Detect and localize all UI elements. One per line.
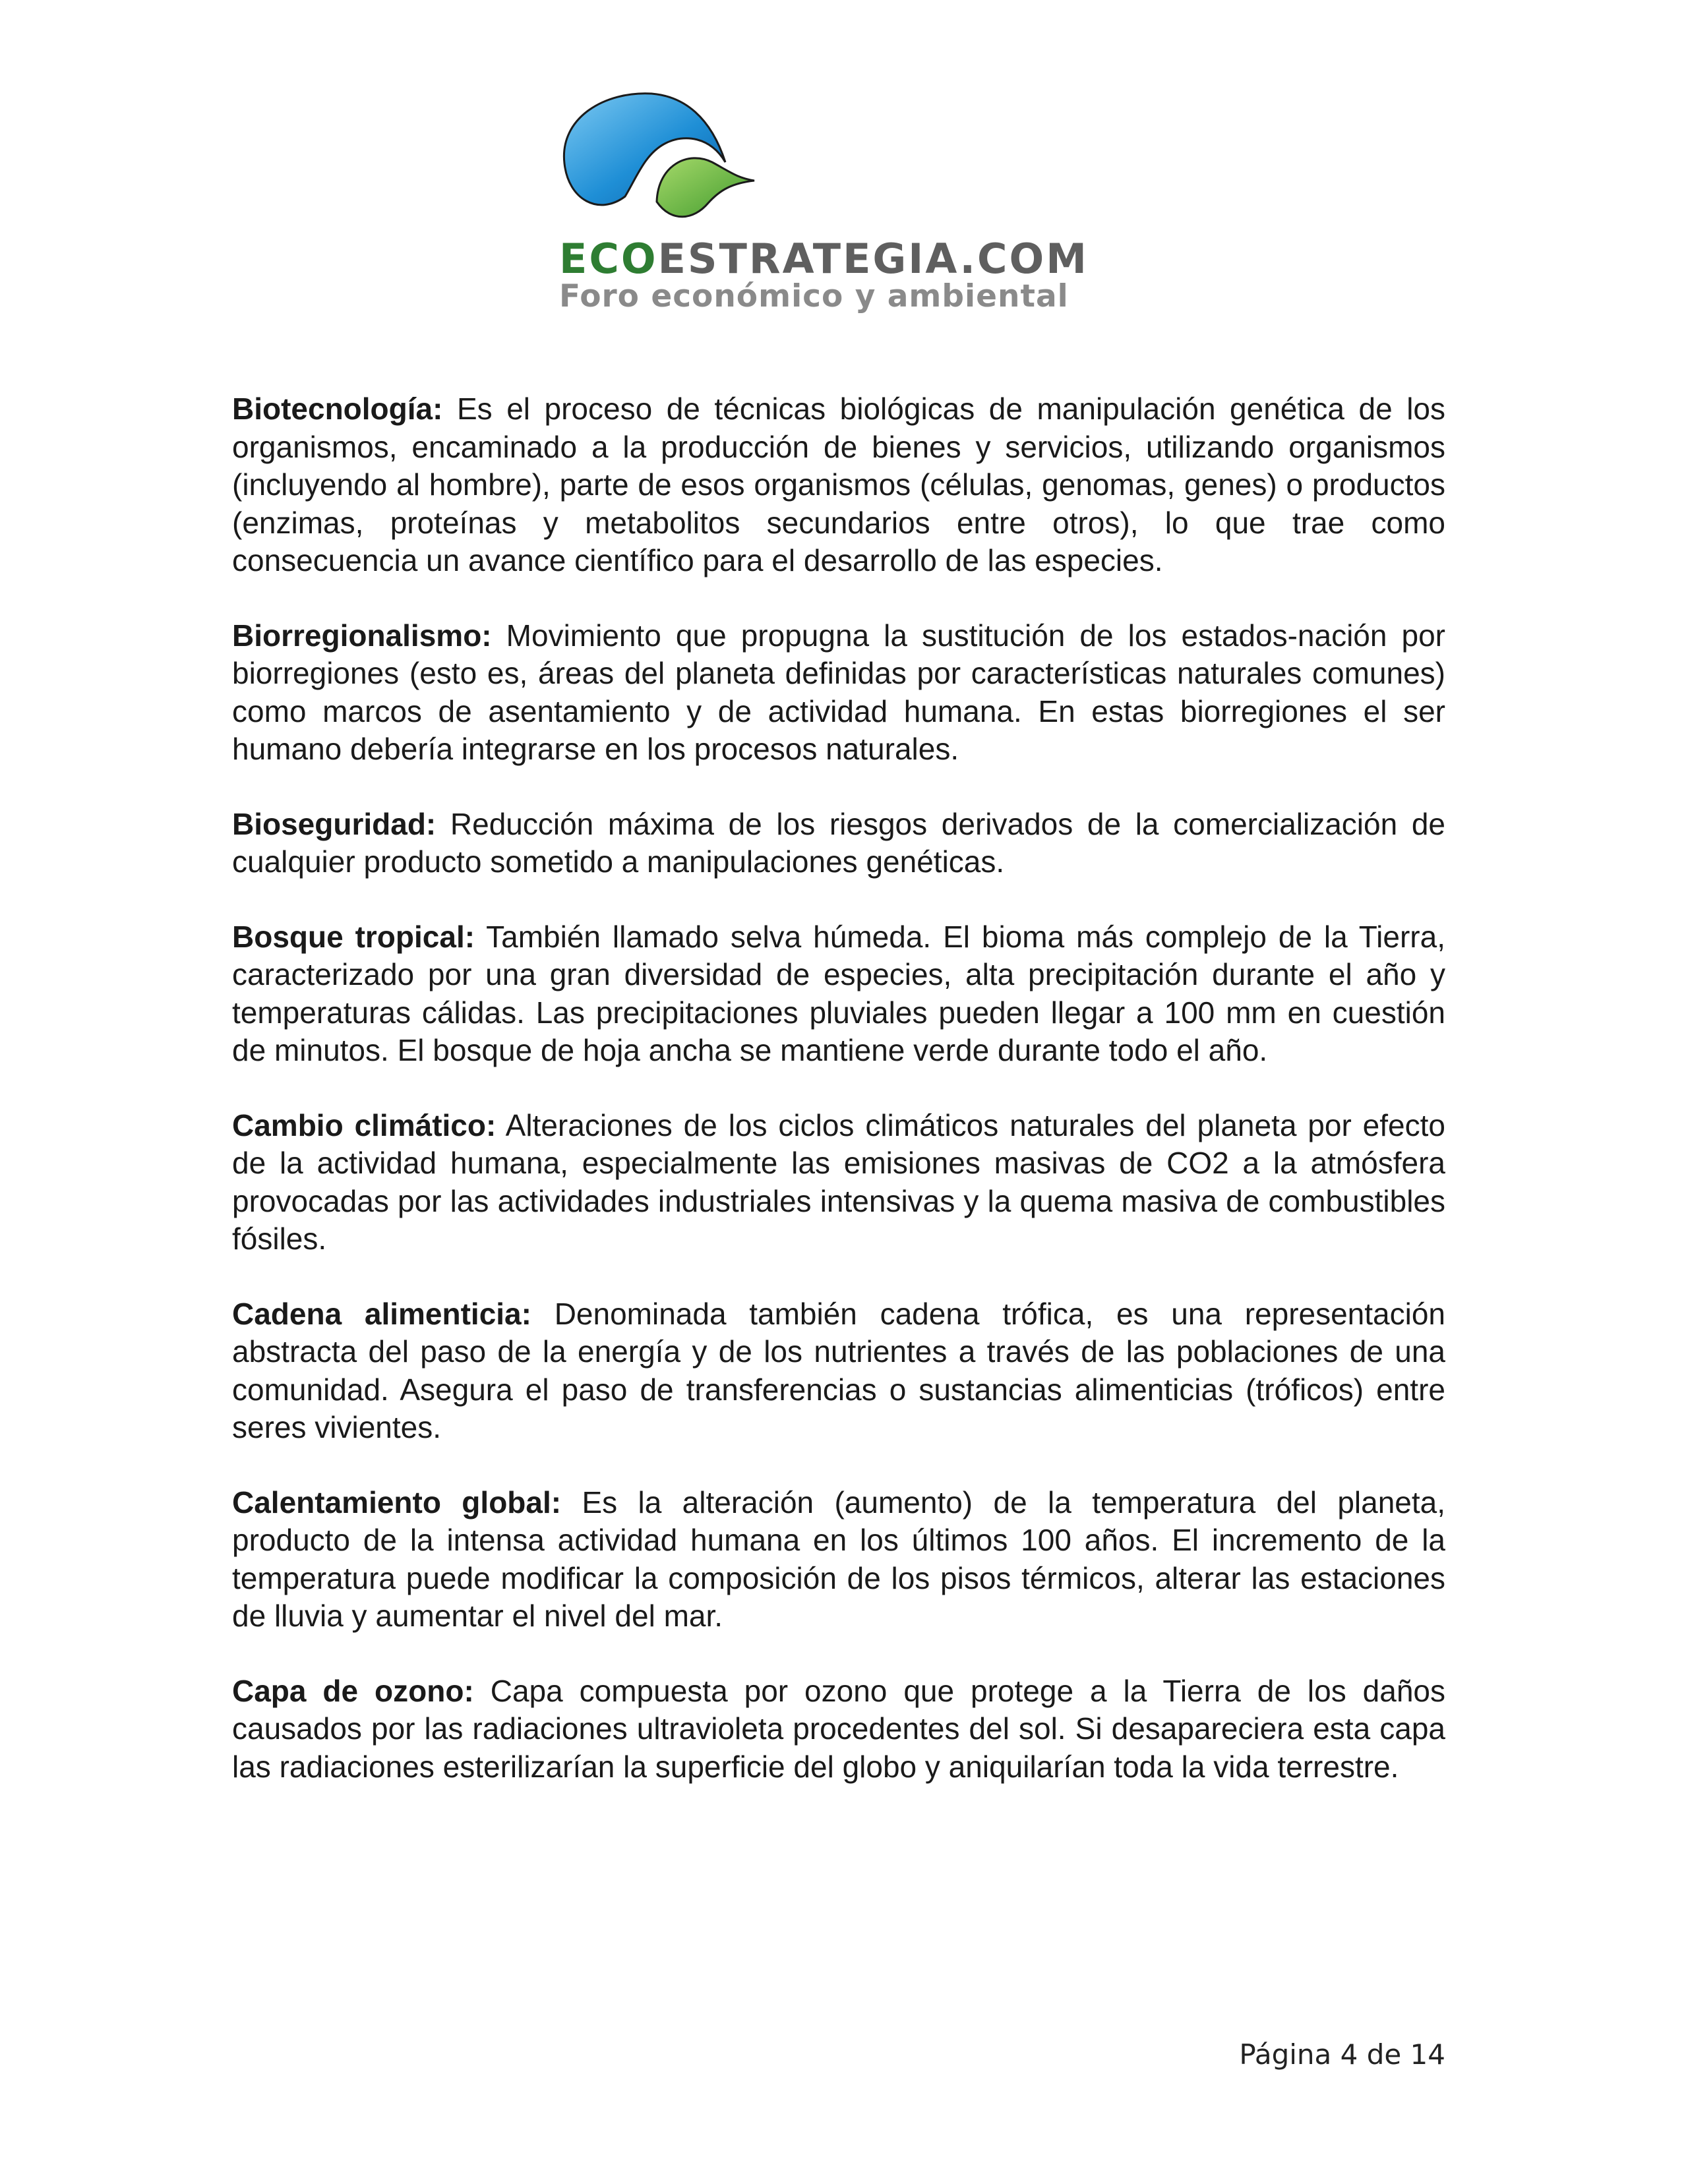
brand-suffix: ESTRATEGIA.COM: [657, 235, 1089, 283]
glossary-term: Bioseguridad:: [232, 806, 437, 841]
glossary-entry-calentamiento-global: [232, 1484, 1445, 1636]
glossary-term: Biorregionalismo:: [232, 618, 492, 653]
glossary-term: Biotecnología:: [232, 392, 443, 426]
drop-leaf-icon: [559, 91, 770, 229]
glossary-entry-bioseguridad: [232, 806, 1445, 881]
glossary-definition: También llamado selva húmeda. El bioma más complejo de la Tierra, caracterizado por una gran diversidad de especies, alta precipitación durante el año y temperaturas cálidas. Las precipitaciones pluviales pueden llegar a 100 mm en cuestión de minutos. El bosque de hoja ancha se mantiene verde durante todo el año.: [232, 919, 1445, 1067]
glossary-definition: Reducción máxima de los riesgos derivados de la comercialización de cualquier producto sometido a manipulaciones genéticas.: [232, 806, 1445, 879]
glossary-term: Capa de ozono:: [232, 1673, 474, 1708]
brand-tagline: Foro económico y ambiental: [559, 278, 1069, 314]
glossary-entry-capa-de-ozono: [232, 1672, 1445, 1786]
brand-prefix: ECO: [559, 235, 658, 283]
glossary-definition: Alteraciones de los ciclos climáticos naturales del planeta por efecto de la actividad humana, especialmente las emisiones masivas de CO2 a la atmósfera provocadas por las actividades industriales intensivas y la quema masiva de combustibles fósiles.: [232, 1107, 1445, 1256]
glossary-definition: Es la alteración (aumento) de la temperatura del planeta, producto de la intensa actividad humana en los últimos 100 años. El incremento de la temperatura puede modificar la composición de los pisos térmicos, alterar las estaciones de lluvia y aumentar el nivel del mar.: [232, 1485, 1446, 1633]
brand-name: [559, 235, 1089, 283]
page-number: Página 4 de 14: [1239, 2038, 1445, 2071]
glossary-definition: Movimiento que propugna la sustitución de los estados-nación por biorregiones (esto es, áreas del planeta definidas por características naturales comunes) como marcos de asentamiento y de actividad humana. En estas biorregiones el ser humano debería integrarse en los procesos naturales.: [232, 618, 1446, 766]
ecoestrategia-logo: [559, 91, 1089, 315]
glossary-term: Calentamiento global:: [232, 1485, 562, 1520]
glossary-definition: Capa compuesta por ozono que protege a la Tierra de los daños causados por las radiaciones ultravioleta procedentes del sol. Si desapareciera esta capa las radiaciones esterilizarían la superficie del globo y aniquilarían toda la vida terrestre.: [232, 1673, 1445, 1784]
glossary-term: Cambio climático:: [232, 1107, 497, 1142]
glossary-term: Bosque tropical:: [232, 919, 475, 954]
glossary-entry-cadena-alimenticia: [232, 1295, 1445, 1447]
glossary-content: [232, 390, 1445, 1823]
glossary-entry-cambio-climatico: [232, 1107, 1445, 1258]
glossary-entry-biotecnologia: [232, 390, 1445, 580]
glossary-entry-biorregionalismo: [232, 617, 1445, 769]
glossary-entry-bosque-tropical: [232, 918, 1445, 1070]
glossary-term: Cadena alimenticia:: [232, 1296, 531, 1331]
glossary-definition: Es el proceso de técnicas biológicas de manipulación genética de los organismos, encaminado a la producción de bienes y servicios, utilizando organismos (incluyendo al hombre), parte de esos organismos (células, genomas, genes) o productos (enzimas, proteínas y metabolitos secundarios entre otros), lo que trae como consecuencia un avance científico para el desarrollo de las especies.: [232, 392, 1445, 577]
glossary-definition: Denominada también cadena trófica, es una representación abstracta del paso de la energía y de los nutrientes a través de las poblaciones de una comunidad. Asegura el paso de transferencias o sustancias alimenticias (tróficos) entre seres vivientes.: [232, 1296, 1446, 1444]
